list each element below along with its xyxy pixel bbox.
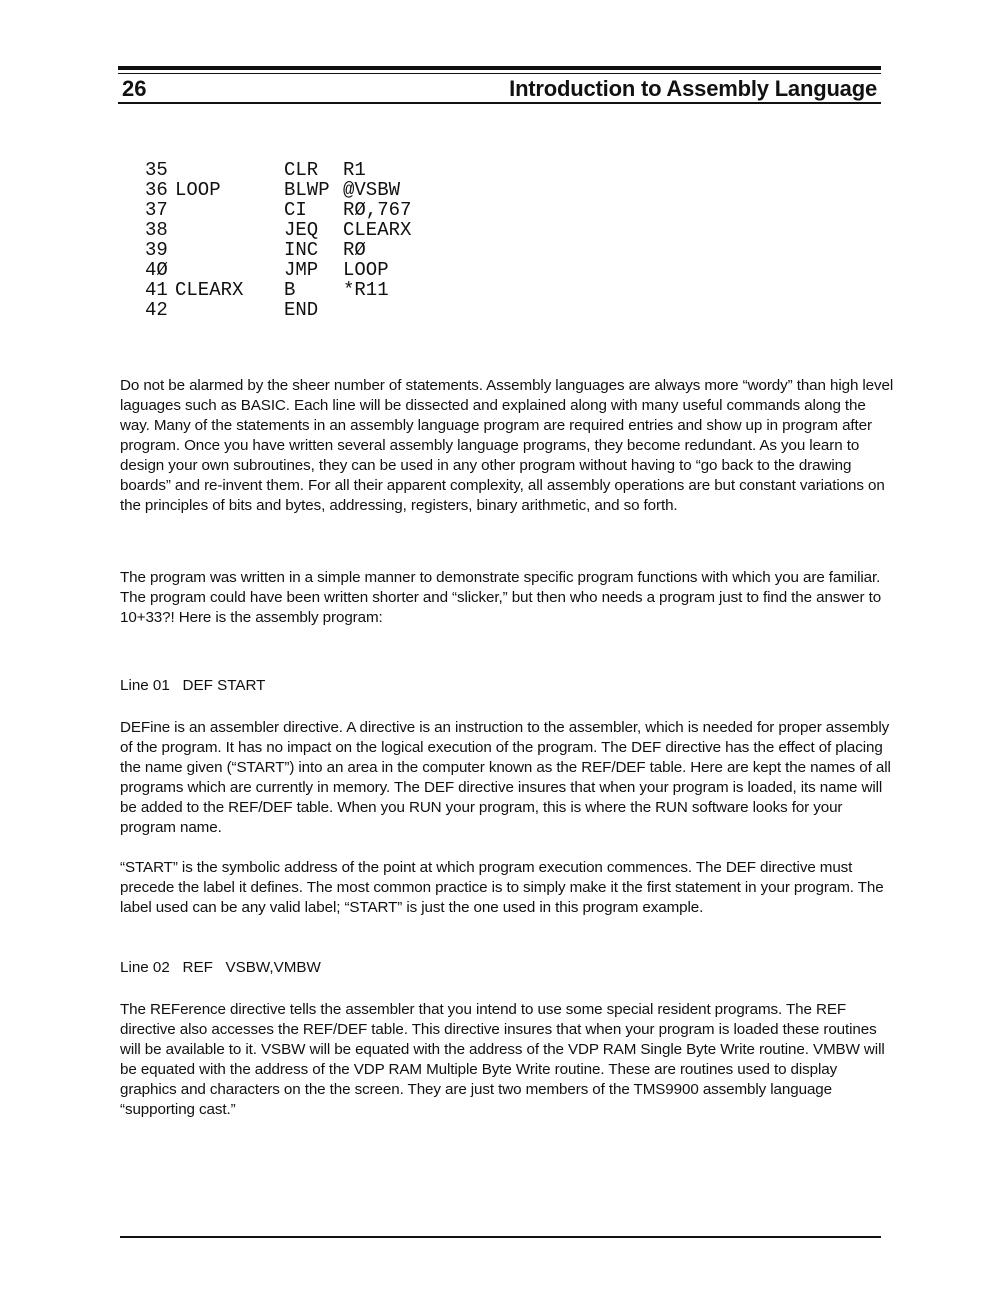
page-header bbox=[118, 76, 881, 104]
code-line bbox=[145, 179, 401, 201]
code-opcode: CLR bbox=[284, 159, 319, 181]
code-label: LOOP bbox=[175, 179, 221, 201]
header-rule-thick bbox=[118, 66, 881, 70]
code-line-number: 38 bbox=[145, 219, 168, 241]
code-line bbox=[145, 159, 366, 181]
line-02-heading: Line 02 REF VSBW,VMBW bbox=[120, 959, 321, 976]
running-title: Introduction to Assembly Language bbox=[509, 76, 877, 101]
code-label: CLEARX bbox=[175, 279, 244, 301]
code-line bbox=[145, 299, 319, 321]
code-line bbox=[145, 239, 366, 261]
code-line-number: 4Ø bbox=[145, 259, 168, 281]
code-line bbox=[145, 199, 412, 221]
code-line-number: 35 bbox=[145, 159, 168, 181]
footer-rule bbox=[120, 1236, 881, 1238]
code-line-number: 37 bbox=[145, 199, 168, 221]
paragraph-intro: Do not be alarmed by the sheer number of statements. Assembly languages are always more “wordy” than high level laguages such as BASIC. Each line will be dissected and explained along with many useful commands along the way. Many of the statements in an assembly language program are required entries and show up in program after program. Once you have written several assembly language programs, they become redundant. As you learn to design your own subroutines, they can be used in any other program without having to “go back to the drawing boards” and re-invent them. For all their apparent complexity, all assembly operations are but constant variations on the principles of bits and bytes, addressing, registers, binary arithmetic, and so forth. bbox=[120, 377, 894, 514]
code-operand: LOOP bbox=[343, 259, 389, 281]
code-opcode: CI bbox=[284, 199, 307, 221]
code-line bbox=[145, 279, 389, 301]
code-opcode: END bbox=[284, 299, 319, 321]
code-operand: *R11 bbox=[343, 279, 389, 301]
code-line-number: 39 bbox=[145, 239, 168, 261]
code-operand: CLEARX bbox=[343, 219, 412, 241]
code-listing bbox=[145, 159, 412, 321]
code-opcode: B bbox=[284, 279, 296, 301]
code-opcode: JMP bbox=[284, 259, 319, 281]
code-operand: R1 bbox=[343, 159, 366, 181]
code-operand: @VSBW bbox=[343, 179, 401, 201]
paragraph-program-note: The program was written in a simple manner to demonstrate specific program functions with which you are familiar. The program could have been written shorter and “slicker,” but then who needs a program just to find the answer to 10+33?! Here is the assembly program: bbox=[120, 569, 882, 626]
paragraph-def-directive: DEFine is an assembler directive. A directive is an instruction to the assembler, which is needed for proper assembly of the program. It has no impact on the logical execution of the program. The DEF directive has the effect of placing the name given (“START”) into an area in the computer known as the REF/DEF table. Here are kept the names of all programs which are currently in memory. The DEF directive insures that when your program is loaded, its name will be added to the REF/DEF table. When you RUN your program, this is where the RUN software looks for your program name. bbox=[120, 719, 891, 836]
code-operand: RØ bbox=[343, 239, 366, 261]
code-line bbox=[145, 219, 412, 241]
code-line-number: 41 bbox=[145, 279, 168, 301]
line-01-heading: Line 01 DEF START bbox=[120, 677, 266, 694]
code-opcode: BLWP bbox=[284, 179, 330, 201]
code-operand: RØ,767 bbox=[343, 199, 412, 221]
code-line-number: 42 bbox=[145, 299, 168, 321]
paragraph-start-label: “START” is the symbolic address of the point at which program execution commences. The DEF directive must precede the label it defines. The most common practice is to simply make it the first statement in your program. The label used can be any valid label; “START” is just the one used in this program example. bbox=[120, 859, 884, 916]
paragraph-ref-directive: The REFerence directive tells the assembler that you intend to use some special resident programs. The REF directive also accesses the REF/DEF table. This directive insures that when your program is loaded these routines will be available to it. VSBW will be equated with the address of the VDP RAM Single Byte Write routine. VMBW will be equated with the address of the VDP RAM Multiple Byte Write routine. These are routines used to display graphics and characters on the the screen. They are just two members of the TMS9900 assembly language “supporting cast.” bbox=[120, 1001, 885, 1118]
page-number: 26 bbox=[122, 76, 147, 101]
code-opcode: JEQ bbox=[284, 219, 319, 241]
code-line-number: 36 bbox=[145, 179, 168, 201]
code-line bbox=[145, 259, 389, 281]
header-rule-thin bbox=[118, 73, 881, 74]
code-opcode: INC bbox=[284, 239, 319, 261]
